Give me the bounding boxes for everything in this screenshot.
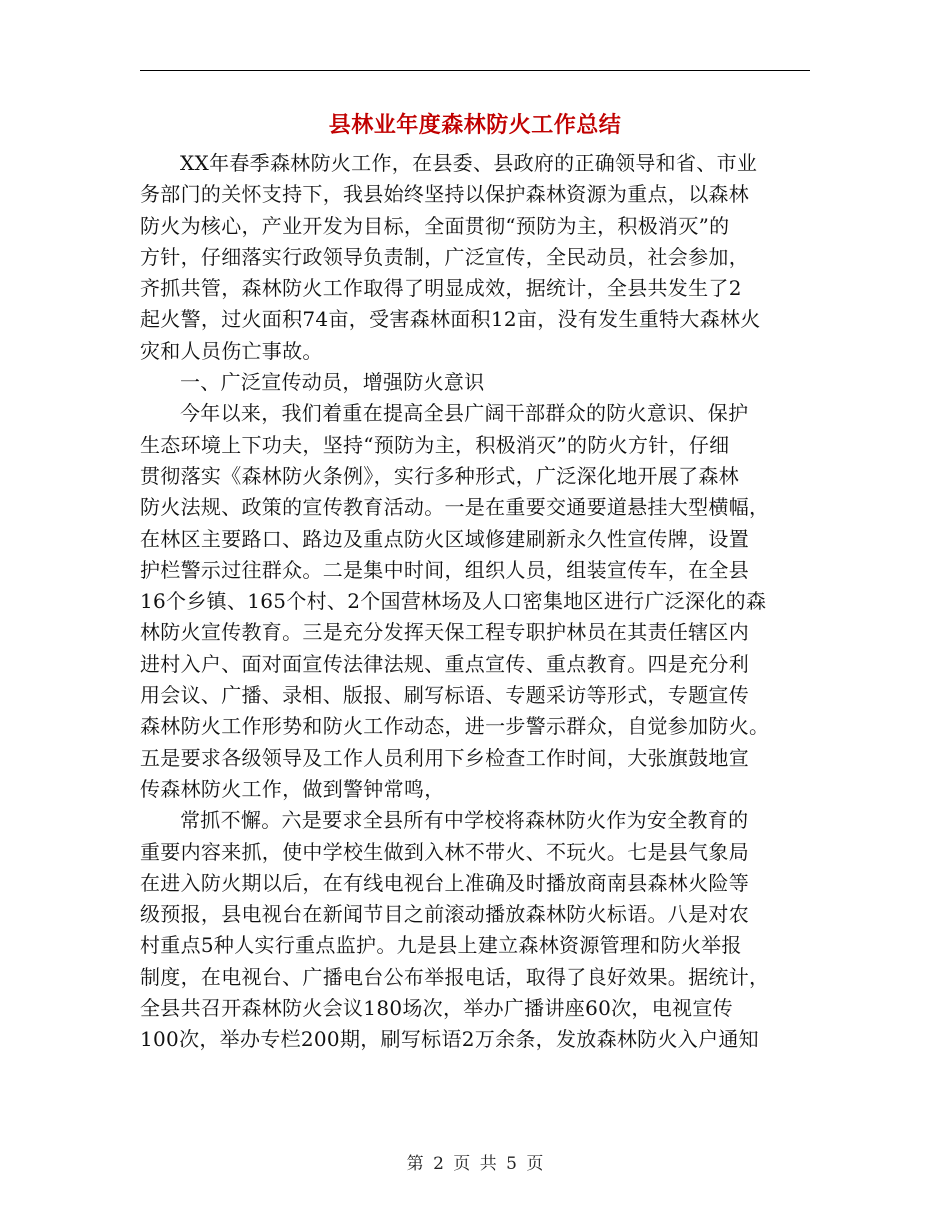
page-number: 第 2 页 共 5 页 — [406, 1154, 544, 1174]
text-line: 灾和人员伤亡事故。 — [140, 338, 323, 363]
text-line: 进村入户、面对面宣传法律法规、重点宣传、重点教育。四是充分利 — [140, 651, 749, 676]
text-line: 传森林防火工作，做到警钟常鸣， — [140, 776, 445, 801]
text-line: 林防火宣传教育。三是充分发挥天保工程专职护林员在其责任辖区内 — [140, 620, 749, 645]
text-line: 护栏警示过往群众。二是集中时间，组织人员，组装宣传车，在全县 — [140, 557, 749, 582]
text-line: 五是要求各级领导及工作人员利用下乡检查工作时间，大张旗鼓地宣 — [140, 745, 749, 770]
text-line: 用会议、广播、录相、版报、刷写标语、专题采访等形式，专题宣传 — [140, 683, 749, 708]
text-line: 森林防火工作形势和防火工作动态，进一步警示群众，自觉参加防火。 — [140, 714, 770, 739]
document-title: 县林业年度森林防火工作总结 — [328, 113, 622, 138]
text-line: 在进入防火期以后，在有线电视台上准确及时播放商南县森林火险等 — [140, 870, 749, 895]
text-line: 级预报，县电视台在新闻节目之前滚动播放森林防火标语。八是对农 — [140, 902, 749, 927]
text-line: 在林区主要路口、路边及重点防火区域修建刷新永久性宣传牌，设置 — [140, 526, 749, 551]
text-line: 贯彻落实《森林防火条例》，实行多种形式，广泛深化地开展了森林 — [140, 463, 739, 488]
text-line: 起火警，过火面积74亩，受害森林面积12亩，没有发生重特大森林火 — [140, 307, 761, 332]
text-line: 齐抓共管，森林防火工作取得了明显成效，据统计，全县共发生了2 — [140, 276, 742, 301]
text-line: 制度，在电视台、广播电台公布举报电话，取得了良好效果。据统计， — [140, 964, 770, 989]
text-line: 务部门的关怀支持下，我县始终坚持以保护森林资源为重点，以森林 — [140, 182, 749, 207]
text-line: 村重点5种人实行重点监护。九是县上建立森林资源管理和防火举报 — [140, 933, 742, 958]
document-body — [140, 148, 810, 1056]
text-line: 防火为核心，产业开发为目标，全面贯彻“预防为主，积极消灭”的 — [140, 213, 730, 238]
text-line: 生态环境上下功夫，坚持“预防为主，积极消灭”的防火方针，仔细 — [140, 432, 730, 457]
text-line: 今年以来，我们着重在提高全县广阔干部群众的防火意识、保护 — [180, 401, 749, 426]
text-line: 全县共召开森林防火会议180场次，举办广播讲座60次，电视宣传 — [140, 996, 733, 1021]
text-line: XX年春季森林防火工作，在县委、县政府的正确领导和省、市业 — [180, 151, 758, 175]
text-line: 100次，举办专栏200期，刷写标语2万余条，发放森林防火入户通知 — [140, 1027, 759, 1052]
text-line: 常抓不懈。六是要求全县所有中学校将森林防火作为安全教育的 — [180, 808, 749, 833]
header-rule — [140, 70, 810, 71]
text-line: 防火法规、政策的宣传教育活动。一是在重要交通要道悬挂大型横幅， — [140, 495, 770, 520]
text-line: 一、广泛宣传动员，增强防火意识 — [180, 370, 485, 395]
text-line: 方针，仔细落实行政领导负责制，广泛宣传，全民动员，社会参加， — [140, 244, 749, 269]
text-line: 重要内容来抓，使中学校生做到入林不带火、不玩火。七是县气象局 — [140, 839, 749, 864]
text-line: 16个乡镇、165个村、2个国营林场及人口密集地区进行广泛深化的森 — [140, 589, 767, 614]
